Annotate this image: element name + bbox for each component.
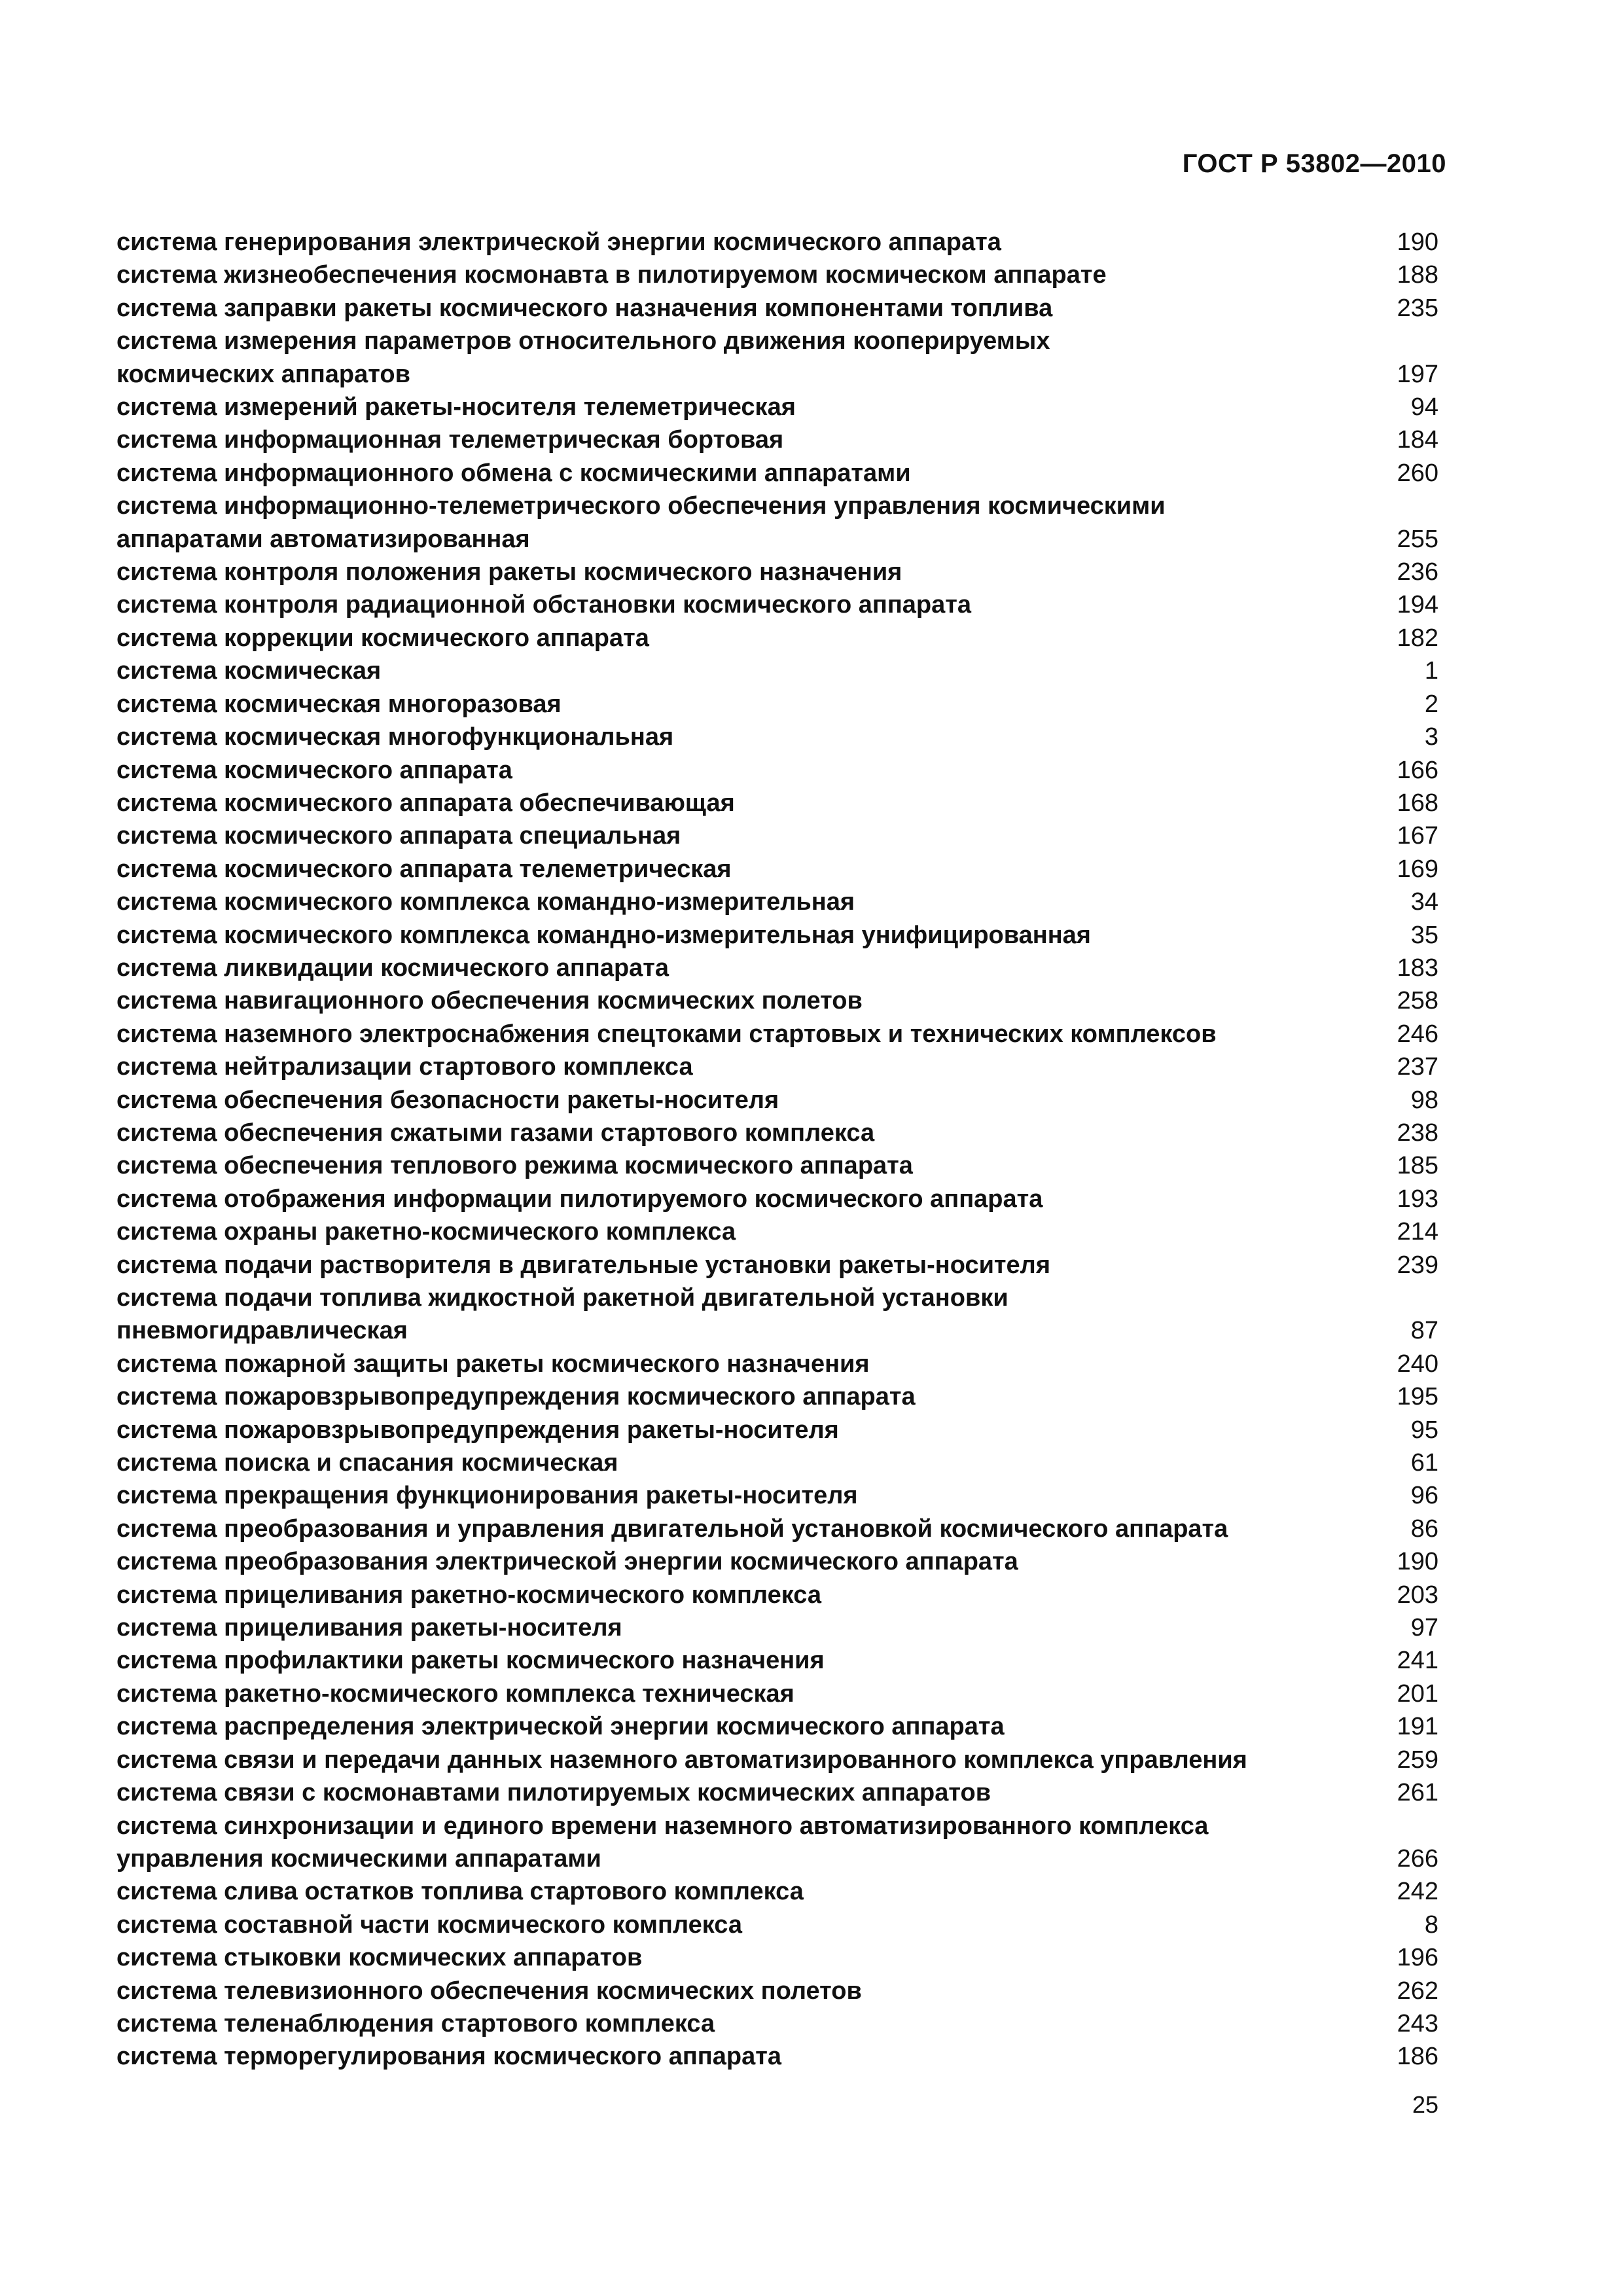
index-entry: [116, 1875, 1438, 1908]
index-term: система поиска и спасания космическая: [116, 1449, 618, 1477]
index-entry: [116, 556, 1438, 588]
index-term: система космического аппарата специальная: [116, 822, 681, 850]
index-term: система преобразования электрической энергии космического аппарата: [116, 1548, 1018, 1576]
index-term: система обеспечения теплового режима космического аппарата: [116, 1152, 913, 1180]
index-term: система связи и передачи данных наземного автоматизированного комплекса управления: [116, 1746, 1247, 1774]
term-number: 196: [1397, 1944, 1438, 1972]
index-term: система заправки ракеты космического назначения компонентами топлива: [116, 294, 1053, 322]
term-number: 168: [1397, 789, 1438, 817]
index-entry: [116, 1644, 1438, 1677]
term-number: 97: [1410, 1614, 1438, 1642]
term-number: 35: [1410, 921, 1438, 949]
index-term: система информационного обмена с космическими аппаратами: [116, 459, 911, 487]
term-number: 203: [1397, 1581, 1438, 1609]
term-number: 188: [1397, 261, 1438, 289]
index-entry: [116, 886, 1438, 918]
index-entry: [116, 1282, 1438, 1348]
index-term: система отображения информации пилотируемого космического аппарата: [116, 1185, 1043, 1213]
term-number: 193: [1397, 1185, 1438, 1213]
index-term: система генерирования электрической энергии космического аппарата: [116, 228, 1001, 256]
term-number: 3: [1424, 723, 1438, 751]
term-number: 98: [1410, 1086, 1438, 1114]
index-entry: [116, 819, 1438, 852]
index-term: система коррекции космического аппарата: [116, 624, 649, 652]
term-number: 197: [1397, 360, 1438, 388]
index-term: система подачи топлива жидкостной ракетной двигательной установки пневмогидравлическая: [116, 1284, 1008, 1345]
term-number: 243: [1397, 2009, 1438, 2037]
index-term: система космическая многоразовая: [116, 690, 562, 718]
index-entry: [116, 688, 1438, 721]
term-number: 260: [1397, 459, 1438, 487]
index-entry: [116, 1941, 1438, 1974]
index-entry: [116, 490, 1438, 556]
index-entry: [116, 984, 1438, 1017]
index-term: система подачи растворителя в двигательные установки ракеты-носителя: [116, 1251, 1050, 1279]
index-term: система охраны ракетно-космического комплекса: [116, 1218, 736, 1246]
term-number: 166: [1397, 756, 1438, 784]
index-entry: [116, 2007, 1438, 2040]
index-term: система ракетно-космического комплекса техническая: [116, 1679, 794, 1708]
index-term: система связи с космонавтами пилотируемых космических аппаратов: [116, 1779, 991, 1807]
index-entry: [116, 1215, 1438, 1248]
index-term: система телевизионного обеспечения космических полетов: [116, 1977, 862, 2005]
index-entry: [116, 1545, 1438, 1578]
index-term: система теленаблюдения стартового комплекса: [116, 2009, 715, 2037]
term-number: 61: [1410, 1449, 1438, 1477]
index-term: система обеспечения безопасности ракеты-носителя: [116, 1086, 779, 1114]
index-term: система синхронизации и единого времени наземного автоматизированного комплекса управления космическими аппаратами: [116, 1812, 1209, 1873]
index-entry: [116, 2040, 1438, 2073]
term-number: 241: [1397, 1647, 1438, 1675]
index-entry: [116, 1909, 1438, 1941]
index-entry: [116, 1744, 1438, 1776]
index-entry: [116, 1249, 1438, 1282]
index-entry: [116, 1975, 1438, 2007]
index-term: система навигационного обеспечения космических полетов: [116, 987, 863, 1015]
document-code: ГОСТ Р 53802—2010: [1182, 149, 1446, 178]
term-number: 96: [1410, 1482, 1438, 1510]
index-term: система пожаровзрывопредупреждения ракеты-носителя: [116, 1416, 839, 1444]
index-entry: [116, 952, 1438, 984]
index-entry: [116, 588, 1438, 621]
index-entry: [116, 1446, 1438, 1479]
term-number: 258: [1397, 987, 1438, 1015]
term-number: 34: [1410, 888, 1438, 916]
term-number: 246: [1397, 1020, 1438, 1048]
index-term: система космического аппарата: [116, 756, 512, 784]
index-entry: [116, 457, 1438, 490]
index-term: система преобразования и управления двигательной установкой космического аппарата: [116, 1515, 1228, 1543]
term-number: 94: [1410, 393, 1438, 422]
index-term: система космического комплекса командно-измерительная: [116, 888, 855, 916]
index-entry: [116, 1018, 1438, 1050]
index-term: система нейтрализации стартового комплекса: [116, 1053, 693, 1081]
term-number: 194: [1397, 591, 1438, 619]
term-number: 262: [1397, 1977, 1438, 2005]
index-term: система наземного электроснабжения спецтоками стартовых и технических комплексов: [116, 1020, 1217, 1048]
index-entry: [116, 423, 1438, 456]
index-entry: [116, 226, 1438, 259]
index-term: система прицеливания ракетно-космического комплекса: [116, 1581, 821, 1609]
term-number: 87: [1410, 1317, 1438, 1345]
term-number: 190: [1397, 228, 1438, 256]
index-entry: [116, 1479, 1438, 1512]
index-term: система терморегулирования космического аппарата: [116, 2043, 781, 2071]
index-term: система космического аппарата обеспечивающая: [116, 789, 735, 817]
index-entry: [116, 1513, 1438, 1545]
term-number: 1: [1424, 657, 1438, 685]
index-term: система распределения электрической энергии космического аппарата: [116, 1713, 1005, 1741]
index-term: система измерений ракеты-носителя телеметрическая: [116, 393, 796, 422]
index-term: система космическая: [116, 657, 382, 685]
term-number: 183: [1397, 954, 1438, 982]
index-term: система космического комплекса командно-измерительная унифицированная: [116, 921, 1091, 949]
term-number: 240: [1397, 1350, 1438, 1378]
term-index-list: [116, 226, 1438, 2073]
term-number: 242: [1397, 1878, 1438, 1906]
index-term: система информационная телеметрическая бортовая: [116, 426, 784, 454]
term-number: 185: [1397, 1152, 1438, 1180]
index-entry: [116, 655, 1438, 687]
term-number: 201: [1397, 1679, 1438, 1708]
index-entry: [116, 1149, 1438, 1182]
index-term: система стыковки космических аппаратов: [116, 1944, 643, 1972]
index-entry: [116, 325, 1438, 391]
index-term: система пожаровзрывопредупреждения космического аппарата: [116, 1383, 916, 1411]
term-number: 239: [1397, 1251, 1438, 1279]
term-number: 190: [1397, 1548, 1438, 1576]
index-term: система обеспечения сжатыми газами стартового комплекса: [116, 1119, 875, 1147]
index-entry: [116, 1414, 1438, 1446]
term-number: 86: [1410, 1515, 1438, 1543]
term-number: 182: [1397, 624, 1438, 652]
index-entry: [116, 1084, 1438, 1117]
index-term: система космического аппарата телеметрическая: [116, 855, 732, 883]
term-number: 169: [1397, 855, 1438, 883]
index-term: система прекращения функционирования ракеты-носителя: [116, 1482, 858, 1510]
term-number: 191: [1397, 1713, 1438, 1741]
index-term: система информационно-телеметрического обеспечения управления космическими аппаратами автоматизированная: [116, 492, 1166, 553]
term-number: 167: [1397, 822, 1438, 850]
term-number: 95: [1410, 1416, 1438, 1444]
index-term: система контроля радиационной обстановки космического аппарата: [116, 591, 972, 619]
index-term: система ликвидации космического аппарата: [116, 954, 669, 982]
index-term: система прицеливания ракеты-носителя: [116, 1614, 622, 1642]
term-number: 238: [1397, 1119, 1438, 1147]
term-number: 214: [1397, 1218, 1438, 1246]
index-entry: [116, 1117, 1438, 1149]
index-entry: [116, 1183, 1438, 1215]
index-term: система жизнеобеспечения космонавта в пилотируемом космическом аппарате: [116, 261, 1107, 289]
term-number: 186: [1397, 2043, 1438, 2071]
index-term: система контроля положения ракеты космического назначения: [116, 558, 902, 586]
index-entry: [116, 787, 1438, 819]
term-number: 237: [1397, 1053, 1438, 1081]
index-entry: [116, 919, 1438, 952]
index-entry: [116, 721, 1438, 753]
index-entry: [116, 1810, 1438, 1876]
term-number: 195: [1397, 1383, 1438, 1411]
index-entry: [116, 1611, 1438, 1644]
index-term: система пожарной защиты ракеты космического назначения: [116, 1350, 870, 1378]
page-number: 25: [1412, 2091, 1438, 2118]
index-entry: [116, 1677, 1438, 1710]
index-entry: [116, 259, 1438, 291]
term-number: 259: [1397, 1746, 1438, 1774]
term-number: 261: [1397, 1779, 1438, 1807]
index-entry: [116, 292, 1438, 325]
index-entry: [116, 1579, 1438, 1611]
term-number: 8: [1424, 1910, 1438, 1939]
term-number: 235: [1397, 294, 1438, 322]
term-number: 255: [1397, 525, 1438, 553]
term-number: 266: [1397, 1844, 1438, 1873]
index-entry: [116, 1050, 1438, 1083]
index-term: система космическая многофункциональная: [116, 723, 674, 751]
term-number: 236: [1397, 558, 1438, 586]
index-term: система измерения параметров относительного движения кооперируемых космических аппаратов: [116, 327, 1050, 388]
index-entry: [116, 622, 1438, 655]
index-entry: [116, 391, 1438, 423]
index-entry: [116, 1710, 1438, 1743]
index-entry: [116, 754, 1438, 787]
index-term: система составной части космического комплекса: [116, 1910, 742, 1939]
index-entry: [116, 1776, 1438, 1809]
index-term: система слива остатков топлива стартового комплекса: [116, 1878, 804, 1906]
term-number: 184: [1397, 426, 1438, 454]
index-entry: [116, 1380, 1438, 1413]
index-term: система профилактики ракеты космического назначения: [116, 1647, 825, 1675]
index-entry: [116, 1348, 1438, 1380]
index-entry: [116, 853, 1438, 886]
term-number: 2: [1424, 690, 1438, 718]
